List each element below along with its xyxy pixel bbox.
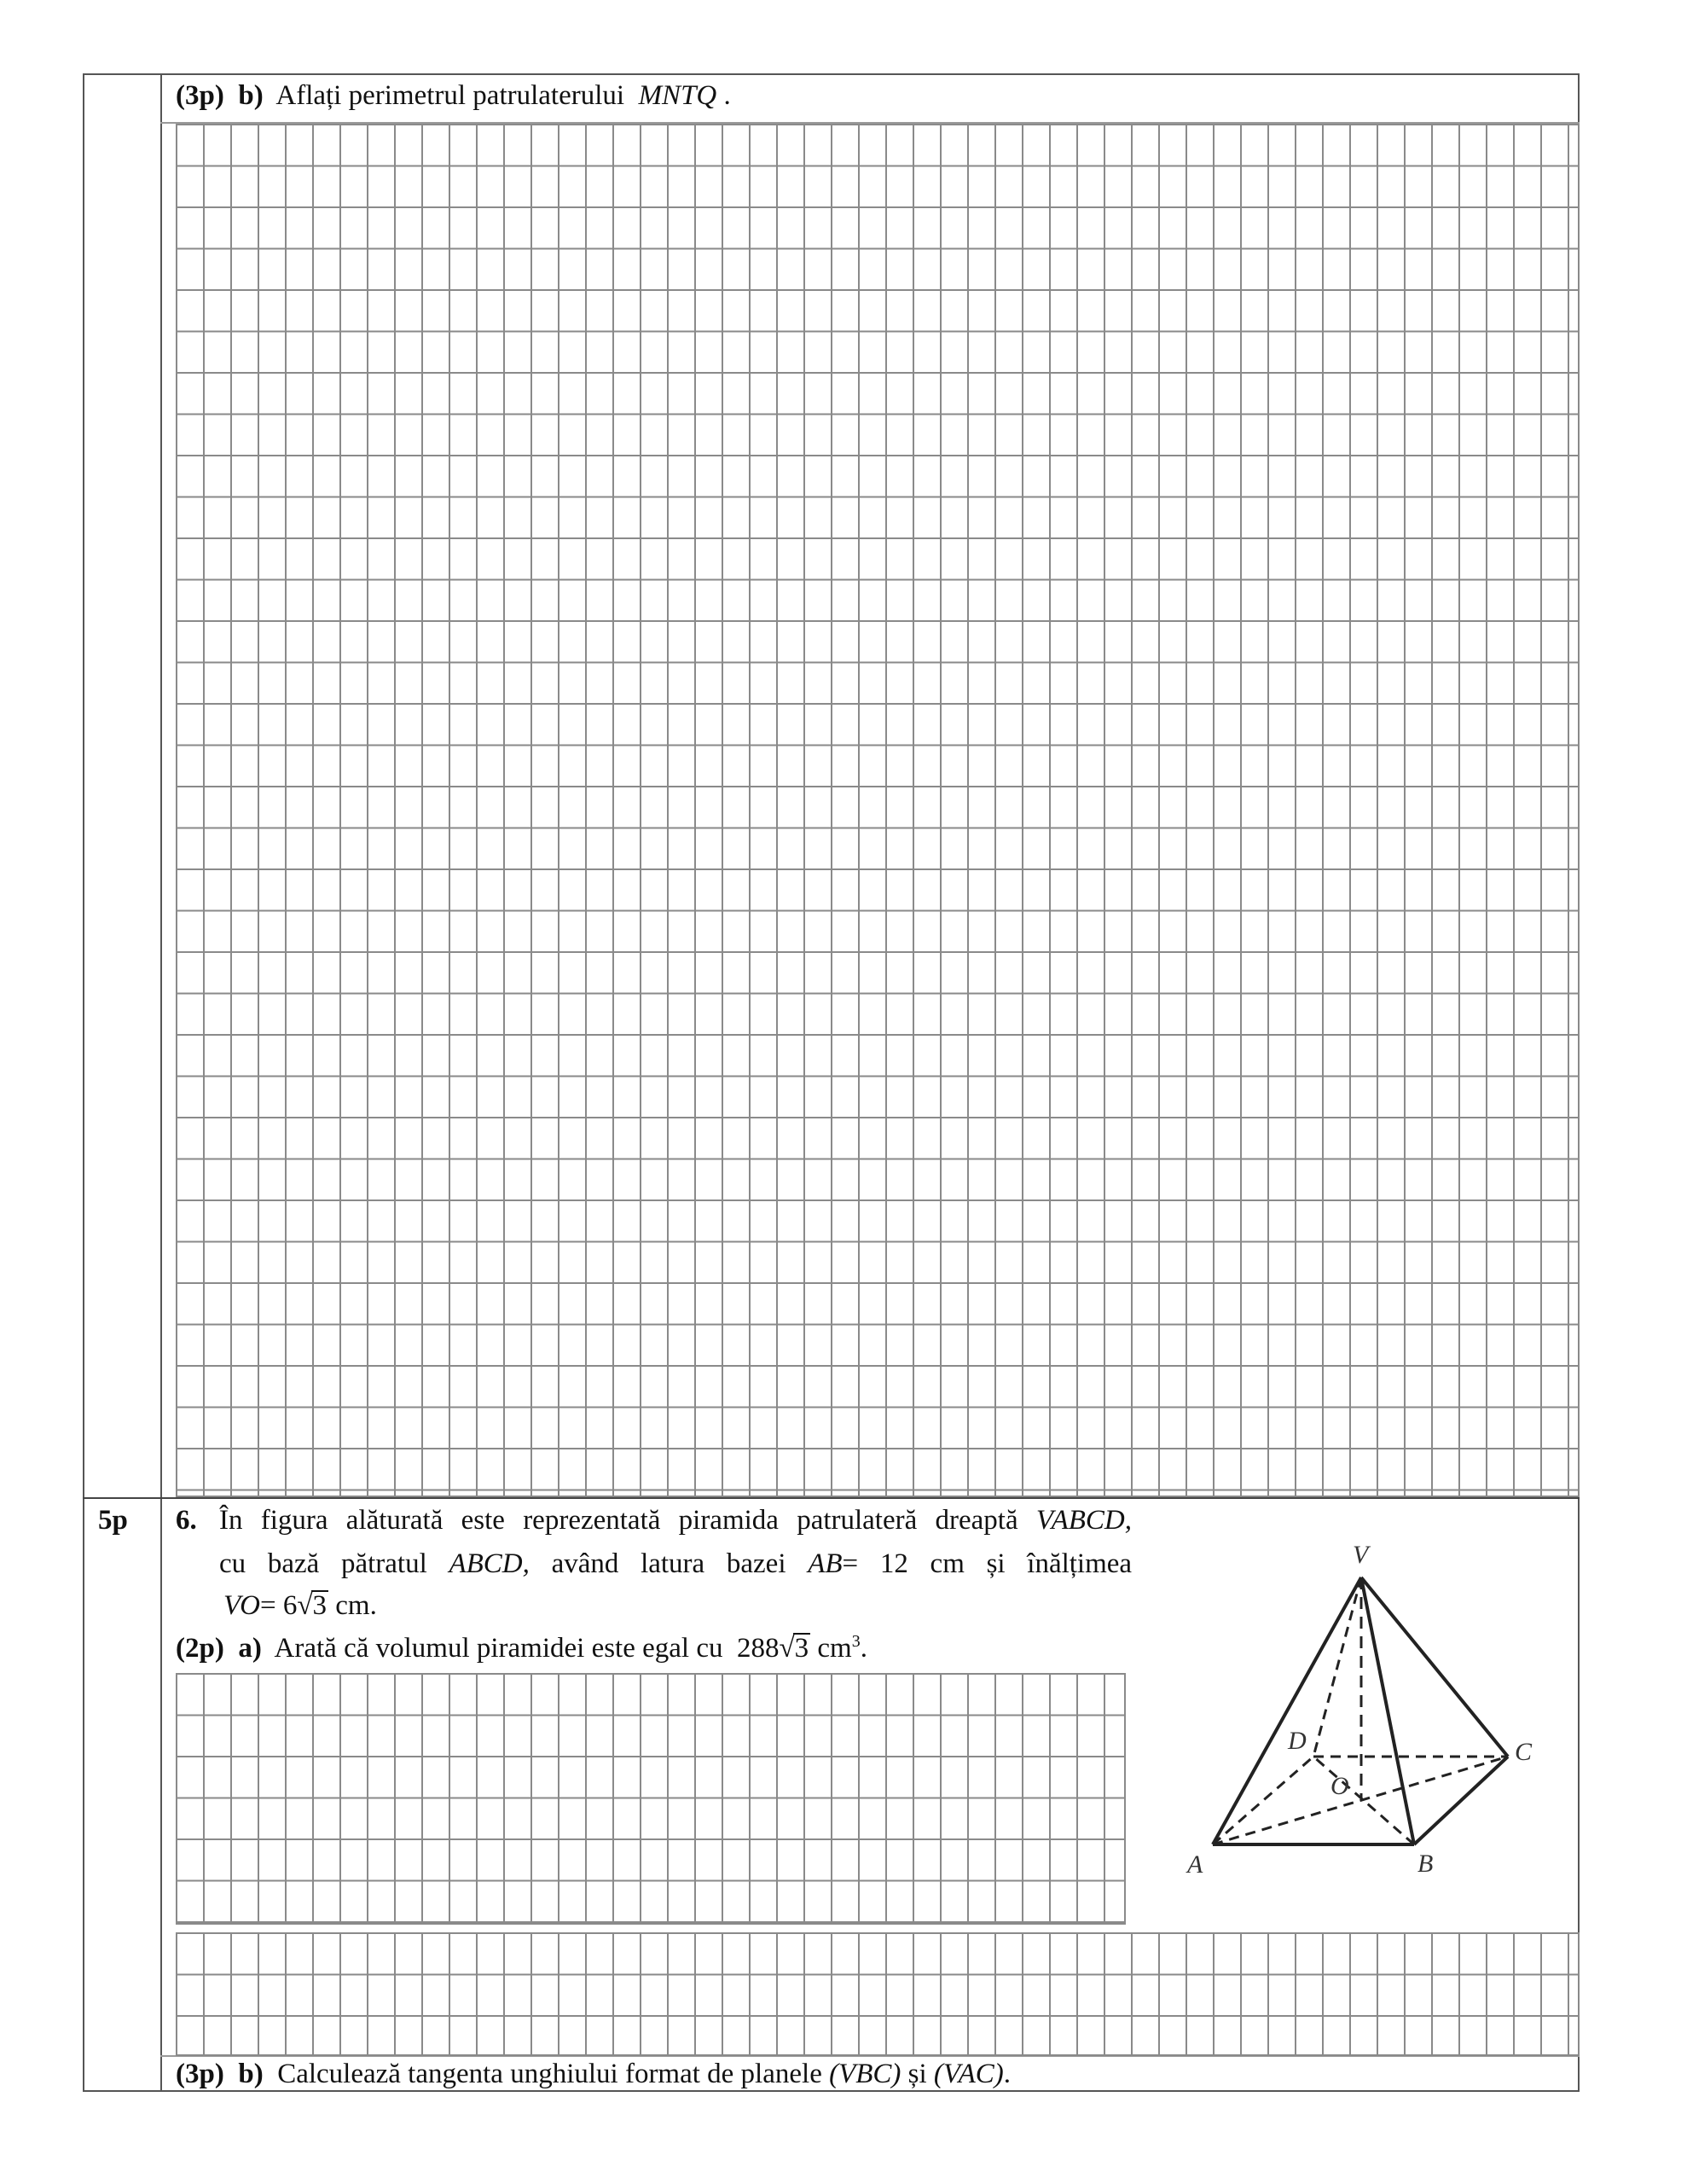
score-label: 5p [98, 1505, 128, 1536]
prompt-text: Aflați perimetrul patrulaterului [275, 80, 625, 111]
problem-statement-line-3: VO= 6√3 cm. [223, 1590, 377, 1621]
vertex-label-b: B [1417, 1850, 1434, 1878]
prompt-text: Arată că volumul piramidei este egal cu [274, 1633, 723, 1664]
edge-vc [1361, 1577, 1508, 1757]
conjunction: și [907, 2059, 927, 2089]
plane-vbc: (VBC) [829, 2059, 901, 2089]
edge-va [1213, 1577, 1361, 1844]
part-label: a) [238, 1633, 262, 1664]
edge-vd [1313, 1577, 1361, 1757]
prompt-end: . [1003, 2059, 1012, 2089]
table-score-column-border [160, 73, 162, 2091]
statement-text: și înălțimea [986, 1548, 1133, 1579]
points-label: (3p) [176, 80, 224, 111]
table-left-border [83, 73, 84, 2091]
segment-vo: VO [223, 1590, 261, 1621]
points-label: (3p) [176, 2059, 224, 2089]
ab-value: = 12 [842, 1548, 908, 1579]
problem-number-label: 6. [176, 1505, 197, 1536]
vertex-label-v: V [1353, 1541, 1369, 1569]
volume-radicand: 3 [794, 1633, 809, 1664]
part-label: b) [238, 80, 264, 111]
vertex-label-a: A [1187, 1850, 1203, 1879]
vo-radicand: 3 [312, 1590, 328, 1621]
diagonal-ac [1213, 1757, 1508, 1844]
table-top-border [83, 73, 1580, 75]
figure-name: MNTQ [638, 80, 717, 111]
problem-statement-line-2 [219, 1547, 1132, 1581]
volume-exponent: 3 [851, 1632, 861, 1651]
previous-part-b-prompt [176, 78, 731, 113]
answer-grid-part-b-prev[interactable] [176, 124, 1580, 1497]
segment-ab: AB [808, 1548, 843, 1579]
pyramid-name: VABCD, [1035, 1505, 1133, 1536]
unit: cm. [335, 1590, 377, 1621]
plane-vac: (VAC) [933, 2059, 1004, 2089]
prompt-end: . [860, 1633, 867, 1664]
answer-grid-part-a[interactable] [176, 1673, 1126, 1925]
statement-text: cu bază pătratul [219, 1548, 427, 1579]
square-name: ABCD, [449, 1548, 530, 1579]
pyramid-figure [1160, 1527, 1552, 1902]
vo-coefficient: = 6 [260, 1590, 298, 1621]
volume-unit: cm [817, 1633, 852, 1664]
prompt-text: Calculează tangenta unghiului format de planele [277, 2059, 822, 2089]
edge-ad [1213, 1757, 1313, 1844]
prompt-end: . [723, 80, 731, 111]
problem-statement-line-1 [219, 1503, 1132, 1537]
part-b-prompt [176, 2057, 1011, 2091]
answer-grid-part-a-continued[interactable] [176, 1932, 1580, 2056]
vertex-label-c: C [1515, 1738, 1533, 1766]
volume-value: 288 [737, 1633, 780, 1664]
row-divider [83, 1497, 1580, 1499]
statement-text: având latura bazei [551, 1548, 786, 1579]
vertex-label-d: D [1288, 1727, 1307, 1755]
statement-text: În figura alăturată este reprezentată piramida patrulateră dreaptă [219, 1505, 1018, 1536]
points-label: (2p) [176, 1633, 224, 1664]
vertex-label-o: O [1330, 1772, 1349, 1800]
problem-number [176, 1503, 197, 1537]
part-label: b) [238, 2059, 264, 2089]
unit: cm [930, 1548, 965, 1579]
part-a-prompt: (2p) a) Arată că volumul piramidei este egal cu 288√3 $cm^3$. [176, 1632, 867, 1664]
